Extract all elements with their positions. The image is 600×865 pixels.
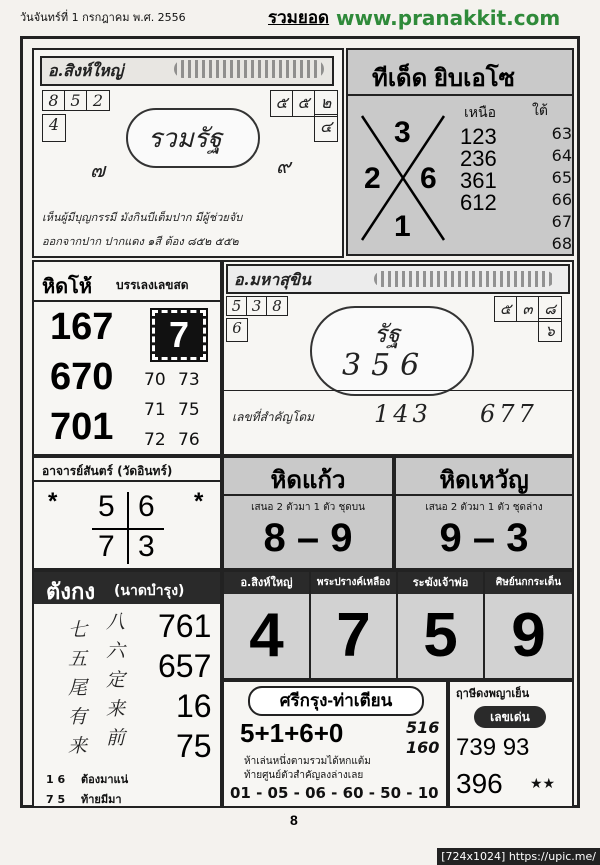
tangkong-chars-right bbox=[106, 608, 125, 753]
hitto-title: หิดโห้ bbox=[42, 276, 93, 298]
rusi-stars: ★★ bbox=[530, 776, 556, 792]
watermark: [724x1024] https://upic.me/ bbox=[437, 848, 600, 865]
hitto-main-1: 167 bbox=[50, 306, 114, 348]
hitkwan-sub: เสนอ 2 ตัวมา 1 ตัว ชุดล่าง bbox=[425, 502, 543, 513]
panel-yipo-rule bbox=[348, 94, 572, 96]
yipo-col-south: ใต้ bbox=[532, 103, 548, 119]
page-number: 8 bbox=[290, 812, 298, 828]
cross-left: 2 bbox=[364, 162, 381, 195]
singyai-right-digit: ๕ bbox=[271, 91, 293, 116]
hitto-main-2: 670 bbox=[50, 356, 114, 398]
achan-star-left: * bbox=[48, 488, 58, 515]
mahasukin-cloud-label: รัฐ bbox=[374, 320, 401, 348]
panel-singyai bbox=[32, 48, 344, 258]
hitkwan-rule bbox=[396, 494, 572, 496]
tangkong-num: 16 bbox=[176, 688, 212, 724]
achan-d3: 7 bbox=[98, 530, 115, 563]
panel-singyai-title-text: อ.สิงห์ใหญ่ bbox=[48, 61, 124, 80]
srikrung-side-2: 160 bbox=[406, 738, 440, 757]
yipo-row-a: 123 bbox=[460, 124, 497, 149]
hitto-badge: 7 bbox=[152, 310, 206, 360]
singyai-right-grid bbox=[270, 90, 338, 117]
panel-achan bbox=[32, 456, 222, 570]
yipo-row bbox=[460, 190, 572, 215]
achan-star-right: * bbox=[194, 488, 204, 515]
singyai-left-bottom: ๗ bbox=[90, 158, 106, 182]
rusi-num-2: 396 bbox=[456, 768, 503, 799]
four-cell-label: อ.สิงห์ใหญ่ bbox=[224, 572, 309, 594]
four-cell-num: 9 bbox=[511, 601, 546, 670]
panel-four bbox=[222, 570, 574, 680]
tangkong-char: 来 bbox=[68, 735, 88, 757]
panel-hitkwan bbox=[394, 456, 574, 570]
four-cell bbox=[224, 572, 311, 678]
tangkong-foot-text: ต้องมาแน่ bbox=[80, 773, 129, 786]
singyai-left-digit: 2 bbox=[92, 91, 104, 110]
four-cell bbox=[485, 572, 572, 678]
yipo-row-b: 68 bbox=[551, 234, 572, 253]
mahasukin-left-digit: 8 bbox=[272, 297, 282, 315]
four-cell-label: ระฆังเจ้าพ่อ bbox=[398, 572, 483, 594]
tangkong-char: 定 bbox=[106, 669, 126, 691]
singyai-right-digit: ๕ bbox=[293, 91, 315, 116]
tangkong-title: ตังกง bbox=[46, 579, 96, 604]
singyai-note-2: ออกจากปาก ปากแดง ๑สี ต้อง ๘๕๒ ๕๕๒ bbox=[42, 235, 239, 248]
panel-rusi bbox=[448, 680, 574, 808]
yipo-row-b: 63 bbox=[551, 124, 572, 143]
tangkong-chars-left bbox=[68, 616, 87, 761]
mahasukin-note-num-2: 677 bbox=[480, 400, 538, 428]
header-date: วันจันทร์ที่ 1 กรกฎาคม พ.ศ. 2556 bbox=[20, 11, 186, 24]
tangkong-num: 761 bbox=[158, 608, 212, 644]
mahasukin-left-side: 6 bbox=[226, 318, 248, 342]
hitto-main-3: 701 bbox=[50, 406, 114, 448]
tangkong-char: 五 bbox=[68, 648, 88, 670]
srikrung-title: ศรีกรุง-ท่าเตียน bbox=[248, 686, 424, 716]
four-cell bbox=[398, 572, 485, 678]
tangkong-foot-num: 1 6 bbox=[46, 773, 66, 786]
panel-yipo-title: ทีเด็ด ยิบเอโซ bbox=[372, 65, 515, 92]
srikrung-line-2: ท้ายศูนย์ตัวสำคัญลงล่างเลย bbox=[244, 770, 364, 781]
mahasukin-title: อ.มหาสุขิน bbox=[234, 270, 311, 289]
four-cell-num: 7 bbox=[336, 601, 371, 670]
hitto-small-grid bbox=[144, 370, 212, 450]
panel-mahasukin bbox=[222, 260, 574, 456]
panel-srikrung bbox=[222, 680, 448, 808]
tangkong-char: 七 bbox=[68, 619, 88, 641]
singyai-right-bottom: ๙ bbox=[276, 154, 291, 178]
srikrung-bottom: 01 - 05 - 06 - 60 - 50 - 10 bbox=[230, 784, 439, 802]
singyai-right-digit: ๒ bbox=[320, 93, 332, 112]
yipo-row bbox=[460, 124, 572, 149]
tangkong-foot-num: 7 5 bbox=[46, 793, 66, 806]
achan-d4: 3 bbox=[138, 530, 155, 563]
achan-d1: 5 bbox=[98, 490, 115, 523]
four-cell-num: 5 bbox=[423, 601, 458, 670]
achan-d2: 6 bbox=[138, 490, 155, 523]
cross-bottom: 1 bbox=[394, 210, 411, 243]
yipo-row-b: 64 bbox=[551, 146, 572, 165]
hitkaew-rule bbox=[224, 494, 392, 496]
achan-rule bbox=[34, 480, 220, 482]
mahasukin-right-digit: ๘ bbox=[544, 300, 556, 318]
mahasukin-note: เลขที่สำคัญโดม bbox=[232, 410, 315, 424]
hitkaew-num: 8 – 9 bbox=[263, 516, 353, 560]
hitto-subtitle: บรรเลงเลขสด bbox=[116, 278, 189, 292]
yipo-row-b: 65 bbox=[551, 168, 572, 187]
mahasukin-left-grid bbox=[226, 296, 288, 316]
yipo-row bbox=[460, 168, 572, 193]
hitto-small: 72 bbox=[144, 430, 166, 450]
tangkong-char: 有 bbox=[68, 706, 88, 728]
hitto-small: 73 bbox=[178, 370, 200, 390]
mahasukin-right-side: ๖ bbox=[538, 318, 562, 342]
four-cell bbox=[311, 572, 398, 678]
panel-yipo bbox=[346, 48, 574, 256]
singyai-left-grid bbox=[42, 90, 110, 111]
yipo-rows bbox=[460, 124, 572, 256]
srikrung-side-1: 516 bbox=[406, 718, 440, 737]
panel-hitkaew bbox=[222, 456, 394, 570]
tangkong-char: 八 bbox=[106, 611, 126, 633]
rusi-badge: เลขเด่น bbox=[474, 706, 546, 728]
four-cell-label: พระปรางค์เหลือง bbox=[311, 572, 396, 594]
hitto-small: 76 bbox=[178, 430, 200, 450]
yipo-row bbox=[460, 146, 572, 171]
tangkong-char: 尾 bbox=[68, 677, 88, 699]
mahasukin-left-digit: 3 bbox=[247, 297, 267, 315]
hitto-small: 75 bbox=[178, 400, 200, 420]
singyai-left-digit: 5 bbox=[65, 91, 87, 110]
mahasukin-left-digit: 5 bbox=[227, 297, 247, 315]
hitkaew-sub: เสนอ 2 ตัวมา 1 ตัว ชุดบน bbox=[251, 502, 365, 513]
hitkwan-title: หิดเหวัญ bbox=[439, 467, 529, 494]
yipo-row-a: 361 bbox=[460, 168, 497, 193]
singyai-cloud-text: รวมรัฐ bbox=[148, 124, 223, 154]
mahasukin-right-digit: ๕ bbox=[495, 297, 517, 321]
tangkong-num: 657 bbox=[158, 648, 212, 684]
tangkong-num: 75 bbox=[176, 728, 212, 764]
srikrung-line-1: ห้าเล่นหนึ่งตามรวมได้หกแต้ม bbox=[244, 756, 371, 767]
four-cell-num: 4 bbox=[249, 601, 284, 670]
header-url[interactable]: www.pranakkit.com bbox=[336, 6, 561, 30]
yipo-row-a: 612 bbox=[460, 190, 497, 215]
tangkong-foot-text: ท้ายมีมา bbox=[80, 793, 122, 806]
header-logo: รวมยอด bbox=[268, 8, 330, 27]
tangkong-char: 来 bbox=[106, 698, 126, 720]
cross-right: 6 bbox=[420, 162, 437, 195]
yipo-row bbox=[460, 212, 572, 234]
hitkaew-title: หิดแก้ว bbox=[270, 467, 346, 494]
singyai-left-digit: 8 bbox=[43, 91, 65, 110]
mahasukin-cloud-num: 356 bbox=[342, 348, 430, 383]
hitkwan-num: 9 – 3 bbox=[439, 516, 529, 560]
mahasukin-right-digit: ๓ bbox=[517, 297, 539, 321]
decoration-cloud-icon bbox=[374, 271, 554, 287]
yipo-row-a: 236 bbox=[460, 146, 497, 171]
hitto-small: 71 bbox=[144, 400, 166, 420]
panel-tangkong bbox=[32, 570, 222, 808]
rusi-num-1: 739 93 bbox=[456, 734, 530, 761]
yipo-row-b: 66 bbox=[551, 190, 572, 209]
four-cell-label: ศิษย์นกกระเต็น bbox=[485, 572, 572, 594]
singyai-note-1: เห็นผู้มีบุญกรรมี มังกินบีเต็มปาก มีผู้ช่วยจับ bbox=[42, 211, 243, 224]
mahasukin-note-rule bbox=[224, 390, 572, 391]
tangkong-title-sub: (นาดบำรุง) bbox=[114, 583, 185, 599]
yipo-row-b: 67 bbox=[551, 212, 572, 231]
achan-title: อาจารย์สันตร์ (วัดอินทร์) bbox=[42, 464, 173, 478]
tangkong-foot-2 bbox=[46, 790, 122, 808]
hitto-rule bbox=[34, 300, 220, 302]
tangkong-char: 六 bbox=[106, 640, 126, 662]
srikrung-formula: 5+1+6+0 bbox=[240, 718, 344, 748]
yipo-row bbox=[460, 234, 572, 256]
singyai-right-side: ๔ bbox=[314, 114, 338, 142]
cross-top: 3 bbox=[394, 116, 411, 149]
hitto-small: 70 bbox=[144, 370, 166, 390]
panel-hitto bbox=[32, 260, 222, 456]
singyai-left-side: 4 bbox=[42, 114, 66, 142]
decoration-cloud-icon bbox=[174, 60, 324, 78]
mahasukin-note-num-1: 143 bbox=[374, 400, 432, 428]
rusi-title: ฤาษีดงพญาเย็น bbox=[456, 687, 530, 700]
tangkong-foot-1 bbox=[46, 770, 128, 788]
tangkong-char: 前 bbox=[106, 727, 126, 749]
yipo-col-north: เหนือ bbox=[464, 105, 496, 121]
